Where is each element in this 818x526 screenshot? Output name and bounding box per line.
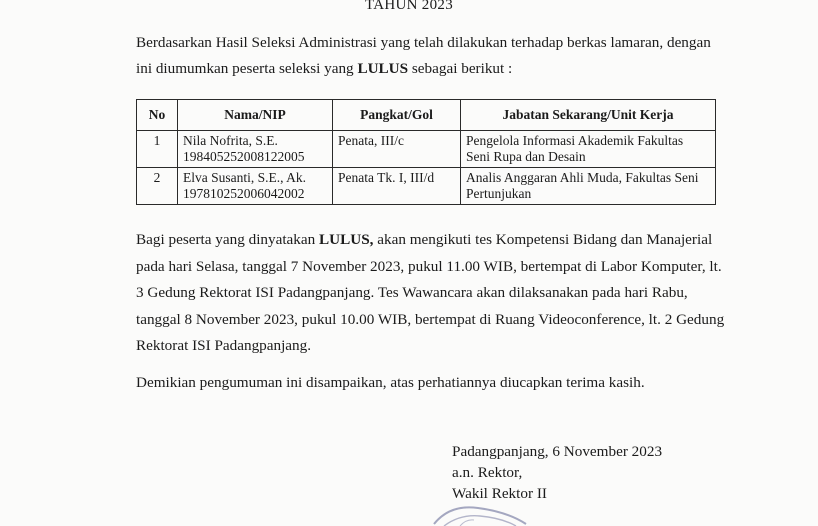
announcement-text-1: Bagi peserta yang dinyatakan	[136, 231, 320, 248]
header-no: No	[137, 100, 178, 131]
table-row	[137, 168, 716, 205]
document-heading: TAHUN 2023	[364, 0, 454, 13]
table-row	[137, 131, 716, 168]
on-behalf: a.n. Rektor,	[452, 464, 523, 481]
row-nama-nip	[178, 168, 333, 205]
intro-bold-lulus: LULUS	[357, 60, 409, 77]
table-header-row	[137, 100, 716, 131]
row-jabatan: Pengelola Informasi Akademik Fakultas Seni Rupa dan Desain	[461, 131, 716, 168]
row-number: 1	[137, 131, 178, 168]
place-date: Padangpanjang, 6 November 2023	[452, 443, 663, 460]
header-pangkat-gol: Pangkat/Gol	[333, 100, 461, 131]
announcement-paragraph	[136, 227, 726, 360]
row-nip: 198405252008122005	[183, 149, 305, 164]
row-pangkat: Penata Tk. I, III/d	[333, 168, 461, 205]
row-nama-nip	[178, 131, 333, 168]
header-jabatan: Jabatan Sekarang/Unit Kerja	[461, 100, 716, 131]
row-jabatan: Analis Anggaran Ahli Muda, Fakultas Seni Pertunjukan	[461, 168, 716, 205]
signatory-title: Wakil Rektor II	[452, 485, 547, 502]
intro-paragraph	[136, 30, 726, 82]
announcement-text-2: akan mengikuti tes Kompetensi Bidang dan Manajerial pada hari Selasa, tanggal 7 November 2023, pukul 11.00 WIB, bertempat di Labor Komputer, lt. 3 Gedung Rektorat ISI Padangpanjang. Tes Wawancara akan dilaksanakan pada hari Rabu, tanggal 8 November 2023, pukul 10.00 WIB, bertempat di Ruang Videoconference, lt. 2 Gedung Rektorat ISI Padangpanjang.	[136, 231, 725, 354]
row-number: 2	[137, 168, 178, 205]
row-nama: Elva Susanti, S.E., Ak.	[183, 170, 307, 185]
header-nama-nip: Nama/NIP	[178, 100, 333, 131]
announcement-bold-lulus: LULUS,	[319, 231, 374, 248]
intro-text-2: sebagai berikut :	[408, 60, 513, 77]
row-nama: Nila Nofrita, S.E.	[183, 133, 278, 148]
closing-paragraph: Demikian pengumuman ini disampaikan, atas perhatiannya diucapkan terima kasih.	[136, 374, 645, 391]
official-stamp-icon	[430, 486, 530, 526]
intro-text-1: Berdasarkan Hasil Seleksi Administrasi yang telah dilakukan terhadap berkas lamaran, dengan ini diumumkan peserta seleksi yang	[136, 34, 711, 77]
row-nip: 197810252006042002	[183, 186, 305, 201]
row-pangkat: Penata, III/c	[333, 131, 461, 168]
participants-table	[136, 99, 716, 205]
